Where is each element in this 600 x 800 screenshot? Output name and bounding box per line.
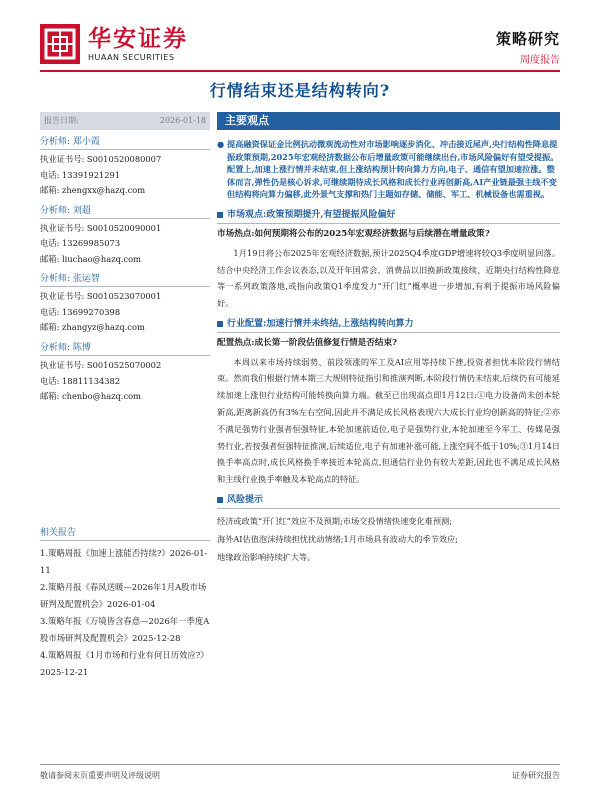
analyst-role: 分析师: — [40, 205, 71, 216]
industry-allocation-paragraph: 本周以来市场持续弱势、前段领涨的军工及AI应用等持续下挫,投资者担忧本阶段行情结束。然而我们根据行情本期三大规则特征指引和推演判断,本阶段行情仍未结束,后续仍有可能延续加速上涨但行业结构可能转换向算力端。截至已出现高点即1月12日:①电力设备尚未创本轮新高,距离新高仍有3%左右空间,因此并不满足成长风格表现六大成长行业均创新高的特征;②亦不满足强势行业强者恒强特征,本轮加速前适位,电子是强势行业,本轮加速至今军工、传媒是强势行业,若按强者恒强特征推演,后续适位,电子有加速补涨可能,上涨空间不低于10%;③1月14日换手率高点时,成长风格换手率接近本轮高点,但通信行业仍有较大差距,因此也不满足成长风格和主线行业换手率触及本轮高点的特征。 — [217, 356, 560, 485]
analyst-role: 分析师: — [40, 137, 71, 147]
analyst-role: 分析师: — [40, 342, 71, 353]
industry-allocation-title: 行业配置:加速行情并未终结,上涨结构转向算力 — [227, 318, 414, 329]
left-sidebar — [40, 112, 210, 681]
square-bullet-icon — [217, 321, 223, 327]
risk-warning-heading — [217, 494, 560, 509]
risk-item: 经济或政策“开门红”效应不及预期;市场交投情绪快速变化难预测; — [217, 516, 452, 527]
main-points-header: 主要观点 — [217, 112, 560, 130]
analyst-name: 刘超 — [72, 205, 91, 216]
report-date-bar — [40, 112, 210, 130]
footer-label: 证券研究报告 — [512, 771, 560, 780]
analyst-license: 执业证书号: S0010520090001 — [40, 222, 162, 233]
header-divider — [40, 70, 560, 72]
allocation-hotspot-question: 配置热点:成长第一阶段估值修复行情是否结束? — [217, 338, 398, 349]
analyst-block — [40, 273, 210, 336]
market-hotspot-question: 市场热点:如何预期将公布的2025年宏观经济数据与后续潜在增量政策? — [217, 229, 490, 240]
related-report-link[interactable]: 3.策略年报《万境皆含春意—2026年一季度A股市场研判及配置机会》2025-12-28 — [40, 615, 210, 643]
analyst-name: 陈博 — [72, 342, 91, 353]
analyst-license: 执业证书号: S0010523070001 — [40, 291, 162, 302]
summary-text: 提高融资保证金比例抗动微观流动性对市场影响逐步消化、冲击接近尾声,央行结构性降息提振政策预期,2025年宏观经济数据公布后增量政策可能继续出台,市场风险偏好有望受提振。配置上,加速上涨行情并未结束,但上涨结构预计转向算力方向,电子、通信有望加速拉涨。整体而言,弹性仍是核心诉求,可继续期待成长风格和成长行业再创新高,AI产业链最强主线不变但结构将向算力偏移,此外景气支撑和热门主题如存储、储能、军工、机械设备也需重视。 — [227, 139, 559, 200]
analyst-email[interactable]: 邮箱: chenbo@hazq.com — [40, 391, 141, 402]
related-report-link[interactable]: 1.策略周报《加速上涨能否持续?》2026-01-11 — [40, 547, 208, 575]
square-bullet-icon — [217, 497, 223, 503]
company-logo-text: 华安证券 — [88, 25, 188, 52]
analyst-license: 执业证书号: S0010525070002 — [40, 360, 162, 371]
document-title: 行情结束还是结构转向? — [209, 81, 391, 100]
analyst-name: 郑小霞 — [72, 137, 100, 147]
analyst-block — [40, 205, 210, 268]
analyst-heading — [40, 342, 210, 356]
risk-item: 地缘政治影响持续扩大等。 — [217, 552, 316, 563]
footer-divider — [40, 764, 560, 765]
main-content — [217, 112, 560, 566]
analyst-heading — [40, 205, 210, 219]
related-report-link[interactable]: 4.策略周报《1月市场和行业有何日历效应?》2025-12-21 — [40, 649, 209, 677]
analyst-block — [40, 342, 210, 405]
square-bullet-icon — [217, 212, 223, 218]
analyst-email[interactable]: 邮箱: zhangyz@hazq.com — [40, 322, 145, 333]
analyst-email[interactable]: 邮箱: liuchao@hazq.com — [40, 253, 142, 264]
analyst-phone: 电话: 18811134382 — [40, 375, 121, 386]
industry-allocation-heading — [217, 318, 560, 333]
company-logo-mark — [40, 24, 80, 64]
analyst-role: 分析师: — [40, 274, 71, 285]
related-report-link[interactable]: 2.策略月报《春风送暖—2026年1月A股市场研判及配置机会》2026-01-04 — [40, 581, 207, 609]
risk-list — [217, 512, 560, 566]
analyst-heading — [40, 273, 210, 287]
footer-disclaimer-link[interactable]: 敬请参阅末页重要声明及评级说明 — [40, 771, 160, 780]
analyst-phone: 电话: 13699270398 — [40, 306, 121, 317]
analyst-name: 张运智 — [72, 274, 100, 285]
related-reports-heading: 相关报告 — [40, 527, 210, 541]
bullet-icon: ● — [217, 139, 225, 149]
report-type: 策略研究 — [495, 30, 560, 48]
analyst-heading — [40, 136, 210, 150]
report-subtype: 周度报告 — [520, 55, 560, 66]
market-view-title: 市场观点:政策预期提升,有望提振风险偏好 — [227, 209, 396, 220]
market-view-paragraph: 1月19日将公布2025年宏观经济数据,预计2025Q4季度GDP增速将较Q3季度明显回落。结合中央经济工作会议表态,以及开年国常会、消费品以旧换新政策接续、近期央行结构性降息等一系列政策落地,或指向政策Q1季度发力“开门红”概率进一步增加,有利于提振市场风险偏好。 — [217, 247, 560, 309]
analyst-phone: 电话: 13391921291 — [40, 169, 121, 180]
risk-item: 海外AI估值泡沫持续担忧扰动情绪;1月市场具有波动大的季节效应; — [217, 534, 458, 545]
report-date-label: 报告日期: — [44, 115, 79, 125]
analyst-email[interactable]: 邮箱: zhengxx@hazq.com — [40, 185, 146, 196]
summary-paragraph — [217, 138, 560, 201]
analyst-block — [40, 136, 210, 199]
company-logo-subtitle: HUAAN SECURITIES — [88, 53, 175, 62]
analyst-license: 执业证书号: S0010520080007 — [40, 154, 162, 165]
risk-warning-title: 风险提示 — [227, 495, 264, 505]
report-date-value: 2026-01-18 — [159, 115, 206, 125]
market-view-heading — [217, 209, 560, 224]
analyst-phone: 电话: 13269985073 — [40, 238, 121, 249]
